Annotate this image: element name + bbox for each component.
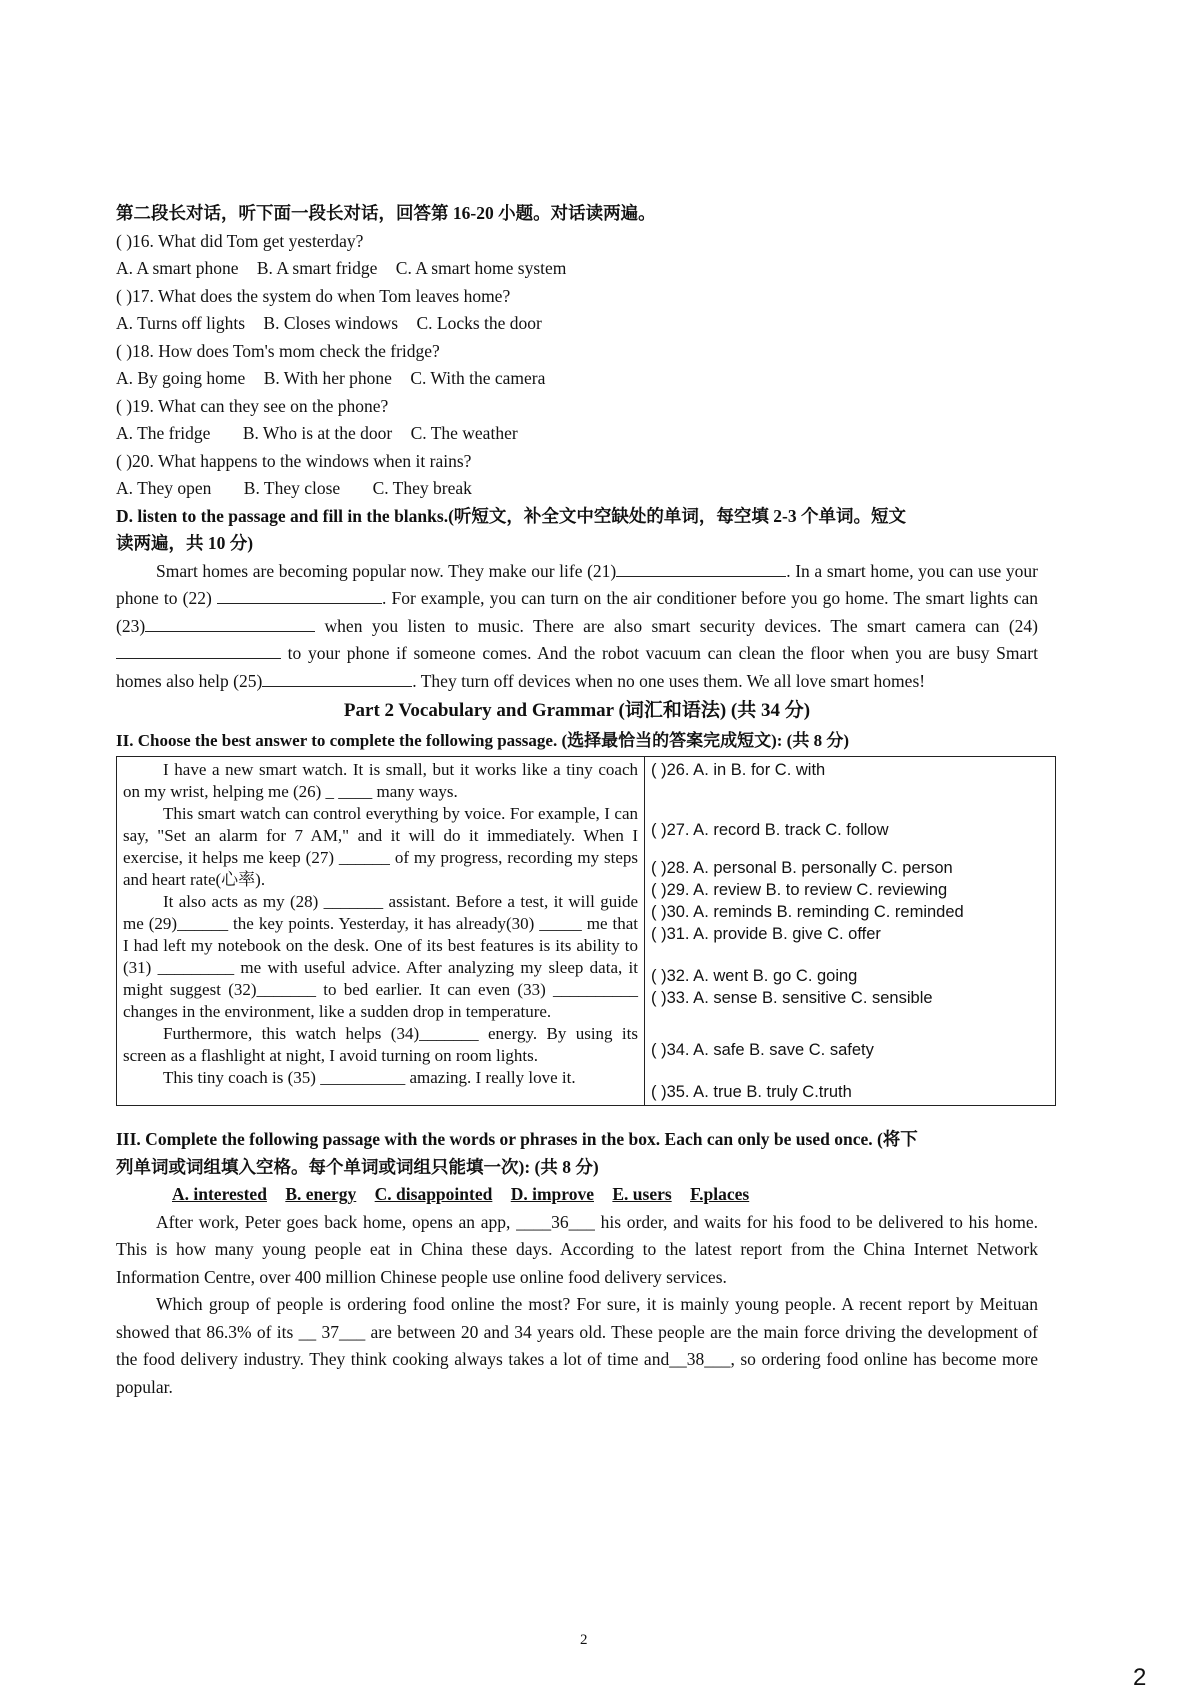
question-options bbox=[116, 475, 1038, 503]
passage-text: . For example, you can turn on the air conditioner before you go home. The smart lights can (23) bbox=[116, 588, 1038, 636]
question-text: ( )17. What does the system do when Tom leaves home? bbox=[116, 285, 511, 306]
listening-question-19 bbox=[116, 393, 1038, 448]
word-option-d: D. improve bbox=[510, 1184, 594, 1204]
passage-paragraph: This smart watch can control everything by voice. For example, I can say, "Set an alarm for 7 AM," and it will do it immediately. When I exercise, it helps me keep (27) ______ of my progress, recording my steps and heart rate(心率). bbox=[123, 804, 638, 889]
option-b: B. Who is at the door bbox=[242, 423, 393, 443]
blank-21[interactable] bbox=[616, 560, 786, 577]
question-text: ( )18. How does Tom's mom check the fridge? bbox=[116, 340, 440, 361]
option-a: A. By going home bbox=[116, 368, 246, 388]
question-options bbox=[116, 420, 1038, 448]
cloze-passage bbox=[117, 757, 645, 1106]
section-d-title-line1: D. listen to the passage and fill in the blanks.(听短文，补全文中空缺处的单词，每空填 2-3 个单词。短文 bbox=[116, 505, 906, 526]
passage-paragraph: It also acts as my (28) _______ assistant. Before a test, it will guide me (29)______ the key points. Yesterday, it has already(30) _____ me that I had left my notebook on the desk. One of its best features is its ability to (31) _________ me with useful advice. After analyzing my sleep data, it might suggest (32)_______ to bed earlier. It can even (33) __________ changes in the environment, like a sudden drop in temperature. bbox=[123, 892, 638, 1021]
cloze-table bbox=[116, 756, 1056, 1106]
listening-question-20 bbox=[116, 448, 1038, 503]
section-d-title-line2: 读两遍，共 10 分) bbox=[116, 533, 254, 553]
blank-23[interactable] bbox=[145, 615, 315, 632]
passage-text: Smart homes are becoming popular now. They make our life (21) bbox=[156, 560, 617, 581]
option-a: A. A smart phone bbox=[116, 258, 239, 278]
passage-paragraph: Furthermore, this watch helps (34)_______ energy. By using its screen as a flashlight at night, I avoid turning on room lights. bbox=[123, 1024, 638, 1065]
part2-title: Part 2 Vocabulary and Grammar (词汇和语法) (共 34 分) bbox=[343, 700, 811, 721]
passage-paragraph: This tiny coach is (35) __________ amazing. I really love it. bbox=[163, 1068, 576, 1087]
option-35: ( )35. A. true B. truly C.truth bbox=[651, 1083, 852, 1101]
word-option-c: C. disappointed bbox=[374, 1184, 493, 1204]
option-b: B. A smart fridge bbox=[256, 258, 378, 278]
question-text: ( )20. What happens to the windows when it rains? bbox=[116, 450, 472, 471]
blank-22[interactable] bbox=[217, 587, 382, 604]
option-c: C. The weather bbox=[410, 423, 518, 443]
section-iii-paragraph-2: Which group of people is ordering food online the most? For sure, it is mainly young people. A recent report by Meituan showed that 86.3% of its __ 37___ are between 20 and 34 years old. These people are the main force driving the development of the food delivery industry. They think cooking always takes a lot of time and__38___, so ordering food online has become more popular. bbox=[116, 1294, 1038, 1397]
option-31: ( )31. A. provide B. give C. offer bbox=[651, 925, 881, 943]
question-options bbox=[116, 310, 1038, 338]
option-c: C. Locks the door bbox=[416, 313, 542, 333]
section-iii-title-line2: 列单词或词组填入空格。每个单词或词组只能填一次): (共 8 分) bbox=[116, 1156, 599, 1177]
option-c: C. A smart home system bbox=[395, 258, 567, 278]
passage-text: to your phone if someone comes. And the robot vacuum can clean the floor when you are busy Smart homes also help (25) bbox=[116, 643, 1038, 691]
option-28: ( )28. A. personal B. personally C. person bbox=[651, 859, 953, 877]
option-26: ( )26. A. in B. for C. with bbox=[651, 761, 826, 779]
listening-part2-heading: 第二段长对话，听下面一段长对话，回答第 16-20 小题。对话读两遍。 bbox=[116, 203, 656, 223]
passage-paragraph: I have a new smart watch. It is small, but it works like a tiny coach on my wrist, helping me (26) _ ____ many ways. bbox=[123, 760, 638, 801]
option-a: A. Turns off lights bbox=[116, 313, 246, 333]
section-iii-title-line1: III. Complete the following passage with the words or phrases in the box. Each can only be used once. (将下 bbox=[116, 1129, 918, 1149]
option-29: ( )29. A. review B. to review C. reviewing bbox=[651, 881, 948, 899]
section-iii-paragraph-1: After work, Peter goes back home, opens an app, ____36___ his order, and waits for his food to be delivered to his home. This is how many young people eat in China these days. According to the latest report from the China Internet Network Information Centre, over 400 million Chinese people use online food delivery services. bbox=[116, 1211, 1038, 1287]
option-34: ( )34. A. safe B. save C. safety bbox=[651, 1041, 874, 1059]
listening-question-16 bbox=[116, 228, 1038, 283]
option-a: A. They open bbox=[116, 478, 212, 498]
question-options bbox=[116, 365, 1038, 393]
option-b: B. With her phone bbox=[263, 368, 392, 388]
word-option-b: B. energy bbox=[285, 1184, 357, 1204]
section-ii-title: II. Choose the best answer to complete the following passage. (选择最恰当的答案完成短文): (共 8 分) bbox=[116, 730, 849, 750]
listening-question-18 bbox=[116, 338, 1038, 393]
blank-25[interactable] bbox=[262, 670, 412, 687]
corner-page-number: 2 bbox=[1133, 1664, 1147, 1691]
question-text: ( )16. What did Tom get yesterday? bbox=[116, 230, 364, 251]
word-option-f: F.places bbox=[690, 1184, 750, 1204]
option-c: C. With the camera bbox=[410, 368, 546, 388]
option-32: ( )32. A. went B. go C. going bbox=[651, 967, 858, 985]
option-c: C. They break bbox=[372, 478, 472, 498]
page-number: 2 bbox=[580, 1632, 588, 1648]
blank-24[interactable] bbox=[116, 642, 281, 659]
word-box bbox=[172, 1181, 1038, 1209]
cloze-options bbox=[645, 757, 1056, 1106]
option-a: A. The fridge bbox=[116, 423, 211, 443]
option-27: ( )27. A. record B. track C. follow bbox=[651, 821, 889, 839]
question-text: ( )19. What can they see on the phone? bbox=[116, 395, 389, 416]
option-30: ( )30. A. reminds B. reminding C. reminded bbox=[651, 903, 964, 921]
question-options bbox=[116, 255, 1038, 283]
passage-text: when you listen to music. There are also smart security devices. The smart camera can (24) bbox=[315, 615, 1038, 636]
passage-text: . In a smart home, you can use your phone to (22) bbox=[116, 560, 1038, 608]
section-d-passage bbox=[116, 558, 1038, 696]
listening-question-17 bbox=[116, 283, 1038, 338]
option-33: ( )33. A. sense B. sensitive C. sensible bbox=[651, 989, 933, 1007]
option-b: B. Closes windows bbox=[263, 313, 399, 333]
exam-page bbox=[116, 200, 1038, 1401]
word-option-a: A. interested bbox=[172, 1184, 267, 1204]
word-option-e: E. users bbox=[612, 1184, 672, 1204]
option-b: B. They close bbox=[243, 478, 341, 498]
passage-text: . They turn off devices when no one uses them. We all love smart homes! bbox=[412, 670, 926, 691]
